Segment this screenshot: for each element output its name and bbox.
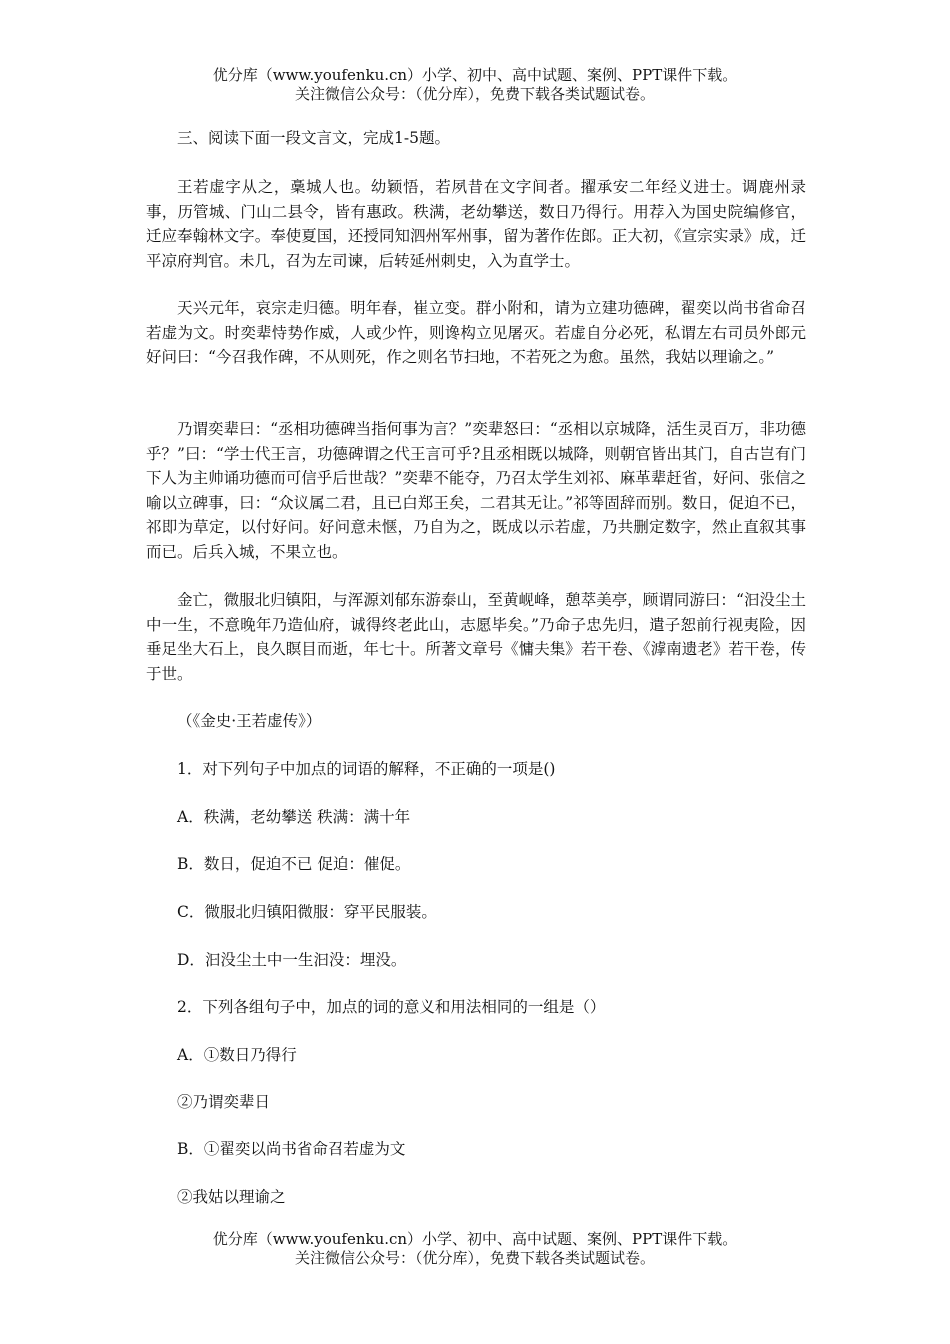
question-2-option-a-2: ②乃谓奕辈日: [177, 1093, 271, 1111]
footer-line-1: 优分库（www.youfenku.cn）小学、初中、高中试题、案例、PPT课件下载。: [212, 1230, 738, 1248]
page-footer: [0, 1230, 950, 1268]
question-1-option-b: B．数日，促迫不已 促迫：催促。: [177, 855, 411, 873]
question-1-option-d: D．汩没尘土中一生汩没：埋没。: [177, 951, 407, 969]
page-header: [0, 66, 950, 104]
question-1-option-c: C．微服北归镇阳微服：穿平民服装。: [177, 903, 437, 921]
header-line-2: 关注微信公众号：（优分库），免费下载各类试题试卷。: [294, 85, 655, 103]
question-2-option-b-2: ②我姑以理谕之: [177, 1188, 286, 1206]
passage-paragraph-2: 天兴元年，哀宗走归德。明年春，崔立变。群小附和，请为立建功德碑，翟奕以尚书省命召若虚为文。时奕辈恃势作威，人或少忤，则谗构立见屠灭。若虚自分必死，私谓左右司员外郎元好问曰：“今召我作碑，不从则死，作之则名节扫地，不若死之为愈。虽然，我姑以理谕之。”: [146, 299, 806, 366]
question-2-option-a-1: A．①数日乃得行: [177, 1046, 297, 1064]
footer-line-2: 关注微信公众号：（优分库），免费下载各类试题试卷。: [294, 1249, 655, 1267]
passage-paragraph-3: 乃谓奕辈曰：“丞相功德碑当指何事为言？”奕辈怒曰：“丞相以京城降，活生灵百万，非功德乎？”曰：“学士代王言，功德碑谓之代王言可乎?且丞相既以城降，则朝官皆出其门，自古岂有门下人为主帅诵功德而可信乎后世哉？”奕辈不能夺，乃召太学生刘祁、麻革辈赶省，好问、张信之喻以立碑事，曰：“众议属二君，且已白郑王矣，二君其无让。”祁等固辞而别。数日，促迫不已，祁即为草定，以付好问。好问意未惬，乃自为之，既成以示若虚，乃共删定数字，然止直叙其事而已。后兵入城，不果立也。: [146, 420, 806, 561]
section-title: 三、阅读下面一段文言文，完成1-5题。: [177, 129, 450, 147]
source-citation: （《金史·王若虚传》）: [177, 712, 322, 730]
question-2: 2．下列各组句子中，加点的词的意义和用法相同的一组是（）: [177, 998, 606, 1016]
passage-paragraph-4: 金亡，微服北归镇阳，与浑源刘郁东游泰山，至黄岘峰，憩萃美亭，顾谓同游曰：“汩没尘土中一生，不意晚年乃造仙府，诚得终老此山，志愿毕矣。”乃命子忠先归，遣子恕前行视夷险，因垂足坐大石上，良久瞑目而逝，年七十。所著文章号《慵夫集》若干卷、《滹南遗老》若干卷，传于世。: [146, 591, 806, 683]
question-2-option-b-1: B．①翟奕以尚书省命召若虚为文: [177, 1140, 406, 1158]
header-line-1: 优分库（www.youfenku.cn）小学、初中、高中试题、案例、PPT课件下载。: [212, 66, 738, 84]
question-1-option-a: A．秩满，老幼攀送 秩满：满十年: [177, 808, 411, 826]
passage-paragraph-1: 王若虚字从之，稾城人也。幼颖悟，若夙昔在文字间者。擢承安二年经义进士。调鹿州录事，历管城、门山二县令，皆有惠政。秩满，老幼攀送，数日乃得行。用荐入为国史院编修官，迁应奉翰林文字。奉使夏国，还授同知泗州军州事，留为著作佐郎。正大初，《宣宗实录》成，迁平凉府判官。未几，召为左司谏，后转延州刺史，入为直学士。: [146, 178, 806, 270]
question-1: 1．对下列句子中加点的词语的解释，不正确的一项是(): [177, 760, 556, 778]
